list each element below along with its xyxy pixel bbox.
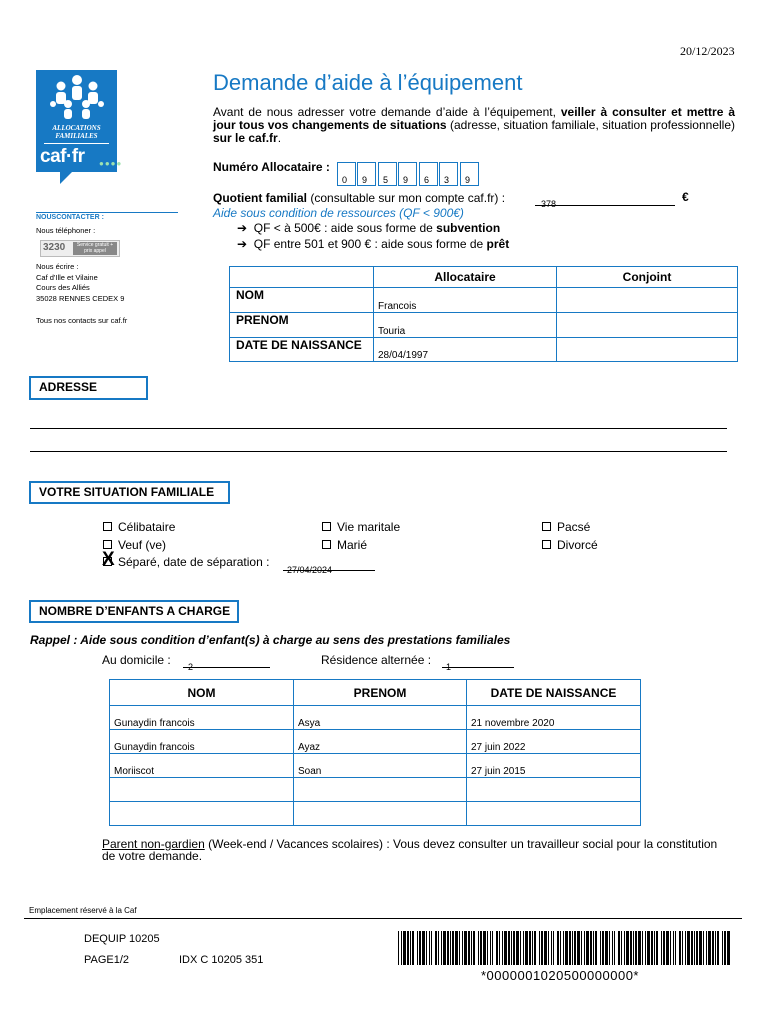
header-date-naissance: DATE DE NAISSANCE [467, 680, 641, 706]
table-row [110, 706, 641, 730]
separation-date-value: 27/04/2024 [287, 565, 333, 575]
child-nom[interactable]: Gunaydin francois [110, 730, 294, 754]
table-row [110, 730, 641, 754]
logo-text: ALLOCATIONS FAMILIALES [52, 124, 101, 140]
header-conjoint: Conjoint [557, 267, 738, 288]
alternee-field[interactable] [442, 667, 514, 668]
child-date[interactable] [467, 802, 641, 826]
conjoint-naissance[interactable] [557, 338, 738, 362]
allocataire-number-label: Numéro Allocataire : [213, 160, 330, 174]
header-prenom: PRENOM [294, 680, 467, 706]
child-nom[interactable] [110, 802, 294, 826]
child-prenom[interactable] [294, 802, 467, 826]
child-prenom[interactable] [294, 778, 467, 802]
table-row [110, 754, 641, 778]
contacts-link[interactable]: Tous nos contacts sur caf.fr [36, 316, 128, 325]
digit-box[interactable]: 3 [439, 162, 458, 186]
address-line-2: Cours des Alliés [36, 283, 90, 292]
logo-tail [60, 172, 72, 184]
phone-tag: Service gratuit + prix appel [73, 242, 117, 255]
phone-label: Nous téléphoner : [36, 226, 96, 235]
digit-box[interactable]: 9 [357, 162, 376, 186]
digit-box[interactable]: 0 [337, 162, 356, 186]
rappel-text: Rappel : Aide sous condition d’enfant(s) à charge au sens des prestations familiales [30, 633, 511, 647]
conjoint-prenom[interactable] [557, 313, 738, 338]
quotient-currency: € [682, 190, 689, 204]
digit-box[interactable]: 6 [419, 162, 438, 186]
child-date[interactable]: 27 juin 2015 [467, 754, 641, 778]
section-adresse: ADRESSE [29, 376, 148, 400]
children-table [109, 679, 641, 826]
checkbox-celibataire[interactable]: Célibataire [103, 520, 175, 534]
allocataire-prenom[interactable]: Touria [374, 313, 557, 338]
checkbox-separe[interactable]: X Séparé, date de séparation : [102, 549, 270, 570]
quotient-value: 378 [541, 199, 557, 209]
phone-number: 3230 [43, 242, 66, 253]
child-prenom[interactable]: Soan [294, 754, 467, 778]
sidebar-divider [36, 212, 178, 213]
digit-box[interactable]: 9 [398, 162, 417, 186]
page-number: PAGE1/2 [84, 954, 130, 966]
caf-logo [36, 70, 123, 172]
allocataire-naissance[interactable]: 28/04/1997 [374, 338, 557, 362]
address-field-2[interactable] [30, 451, 727, 452]
idx-code: IDX C 10205 351 [179, 954, 264, 966]
digit-box[interactable]: 5 [378, 162, 397, 186]
form-code: DEQUIP 10205 [84, 933, 160, 945]
row-label-nom: NOM [230, 288, 374, 313]
reserved-area-label: Emplacement réservé à la Caf [29, 906, 137, 915]
contact-title: NOUSCONTACTER : [36, 214, 104, 221]
child-nom[interactable]: Moriiscot [110, 754, 294, 778]
document-date: 20/12/2023 [680, 44, 735, 58]
checkbox-divorce[interactable]: Divorcé [542, 538, 598, 552]
identity-table [229, 266, 738, 362]
child-nom[interactable] [110, 778, 294, 802]
quotient-condition: Aide sous condition de ressources (QF < 900€) [213, 206, 464, 220]
address-field-1[interactable] [30, 428, 727, 429]
check-mark: X [102, 549, 115, 570]
checkbox-veuf[interactable]: Veuf (ve) [103, 538, 166, 552]
logo-dots: ●●●● [99, 159, 123, 168]
child-date[interactable]: 27 juin 2022 [467, 730, 641, 754]
checkbox-vie-maritale[interactable]: Vie maritale [322, 520, 400, 534]
domicile-label: Au domicile : [102, 653, 171, 667]
qf-rule-2: ➔ QF entre 501 et 900 € : aide sous forme de prêt [237, 237, 510, 251]
allocataire-nom[interactable]: Francois [374, 288, 557, 313]
address-line-1: Caf d'Ille et Vilaine [36, 273, 98, 282]
parent-non-gardien-note: Parent non-gardien (Week-end / Vacances scolaires) : Vous devez consulter un travailleur social pour la constitution de votre demande. [102, 837, 718, 863]
child-nom[interactable]: Gunaydin francois [110, 706, 294, 730]
section-enfants: NOMBRE D’ENFANTS A CHARGE [29, 600, 239, 623]
alternee-value: 1 [446, 662, 452, 672]
header-nom: NOM [110, 680, 294, 706]
child-prenom[interactable]: Asya [294, 706, 467, 730]
digit-box[interactable]: 9 [460, 162, 479, 186]
row-label-naissance: DATE DE NAISSANCE [230, 338, 374, 362]
alternee-label: Résidence alternée : [321, 653, 432, 667]
barcode-text: *0000001020500000000* [481, 968, 639, 983]
child-prenom[interactable]: Ayaz [294, 730, 467, 754]
section-situation: VOTRE SITUATION FAMILIALE [29, 481, 230, 504]
table-row [110, 778, 641, 802]
quotient-label: Quotient familial (consultable sur mon compte caf.fr) : [213, 191, 506, 205]
row-label-prenom: PRENOM [230, 313, 374, 338]
write-label: Nous écrire : [36, 262, 79, 271]
arrow-icon: ➔ [237, 221, 248, 235]
qf-rule-1: ➔ QF < à 500€ : aide sous forme de subvention [237, 221, 501, 235]
table-row [110, 802, 641, 826]
child-date[interactable]: 21 novembre 2020 [467, 706, 641, 730]
intro-paragraph: Avant de nous adresser votre demande d’aide à l’équipement, veiller à consulter et mettre à jour tous vos changements de situations (adresse, situation familiale, situation professionnelle) sur le caf.fr. [213, 105, 736, 145]
family-icon [48, 74, 106, 122]
phone-badge [40, 240, 120, 257]
header-allocataire: Allocataire [374, 267, 557, 288]
barcode [398, 931, 730, 965]
checkbox-pacse[interactable]: Pacsé [542, 520, 590, 534]
arrow-icon: ➔ [237, 237, 248, 251]
checkbox-marie[interactable]: Marié [322, 538, 367, 552]
child-date[interactable] [467, 778, 641, 802]
domicile-field[interactable] [183, 667, 270, 668]
conjoint-nom[interactable] [557, 288, 738, 313]
page-title: Demande d’aide à l’équipement [213, 70, 523, 95]
address-line-3: 35028 RENNES CEDEX 9 [36, 294, 125, 303]
logo-brand: caf·fr [40, 146, 85, 167]
domicile-value: 2 [188, 662, 194, 672]
footer-divider [24, 918, 742, 919]
